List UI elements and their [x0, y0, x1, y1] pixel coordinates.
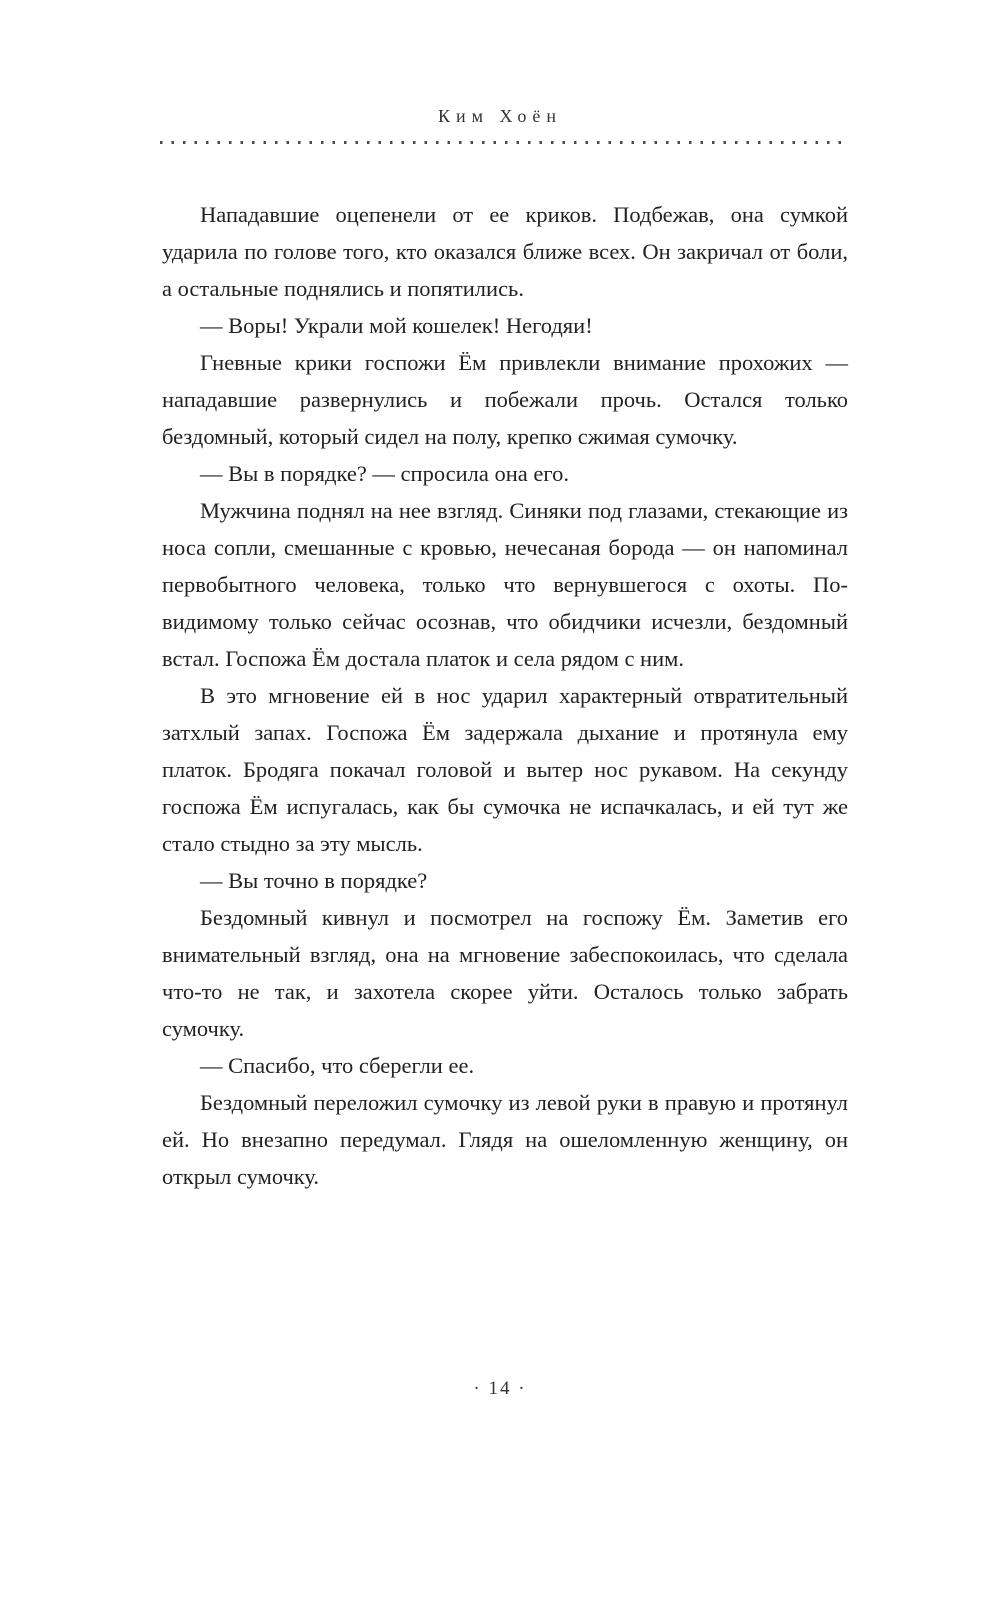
paragraph: Мужчина поднял на нее взгляд. Синяки под глазами, стекающие из носа сопли, смешанные с кровью, нечесаная борода — он напоминал первобытного человека, только что вернувшегося с охоты. По-видимому только сейчас осознав, что обидчики исчезли, бездомный встал. Госпожа Ём достала платок и села рядом с ним.	[162, 498, 848, 671]
paragraph: Гневные крики госпожи Ём привлекли внимание прохожих — нападавшие развернулись и побежали прочь. Остался только бездомный, который сидел на полу, крепко сжимая сумочку.	[162, 350, 848, 449]
page-number: · 14 ·	[473, 1378, 527, 1399]
paragraph: Нападавшие оцепенели от ее криков. Подбежав, она сумкой ударила по голове того, кто оказался ближе всех. Он закричал от боли, а остальные поднялись и попятились.	[162, 202, 848, 301]
paragraph: В это мгновение ей в нос ударил характерный отвратительный затхлый запах. Госпожа Ём задержала дыхание и протянула ему платок. Бродяга покачал головой и вытер нос рукавом. На секунду госпожа Ём испугалась, как бы сумочка не испачкалась, и ей тут же стало стыдно за эту мысль.	[162, 683, 848, 856]
page-footer	[0, 1378, 1000, 1400]
paragraph: Бездомный кивнул и посмотрел на госпожу Ём. Заметив его внимательный взгляд, она на мгновение забеспокоилась, что сделала что-то не так, и захотела скорее уйти. Осталось только забрать сумочку.	[162, 905, 848, 1041]
paragraph: — Воры! Украли мой кошелек! Негодяи!	[200, 313, 593, 338]
paragraph: — Вы в порядке? — спросила она его.	[200, 461, 569, 486]
paragraph: — Спасибо, что сберегли ее.	[200, 1053, 475, 1078]
page-body	[162, 196, 848, 1195]
paragraph: — Вы точно в порядке?	[200, 868, 428, 893]
running-header: Ким Хоён	[437, 106, 563, 126]
dotted-divider	[160, 141, 846, 144]
paragraph: Бездомный переложил сумочку из левой руки в правую и протянул ей. Но внезапно передумал. Глядя на ошеломленную женщину, он открыл сумочку.	[162, 1090, 848, 1189]
